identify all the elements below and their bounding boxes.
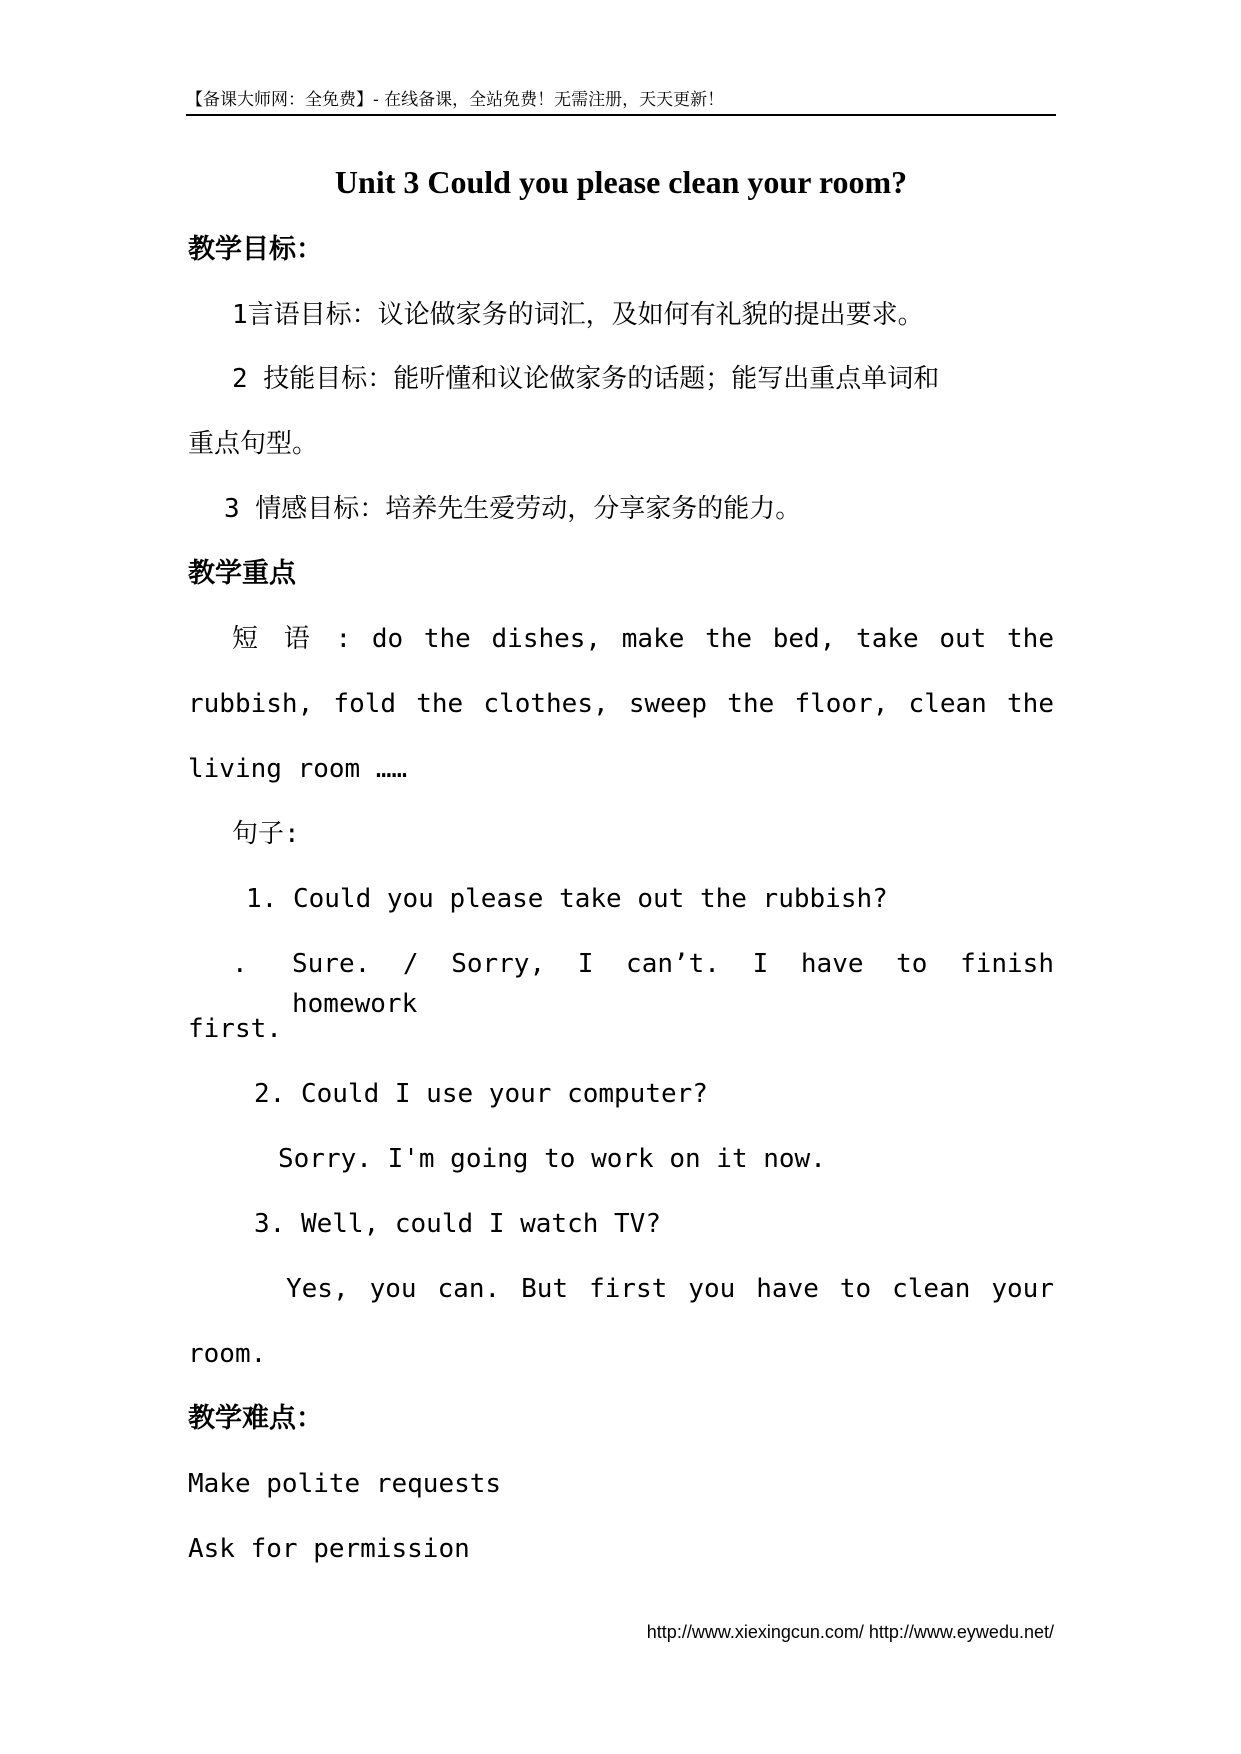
objectives-heading: 教学目标： <box>188 234 323 265</box>
sentence-2-answer: Sorry. I'm going to work on it now. <box>278 1144 826 1174</box>
sentence-1-answer-cont: first. <box>188 1014 282 1044</box>
objective-line-3: 重点句型。 <box>188 429 319 459</box>
sentence-3-question: 3. Well, could I watch TV? <box>254 1209 661 1239</box>
sentence-1-answer: Sure. / Sorry, I can’t. I have to finish homework <box>292 949 1054 1019</box>
sentence-3-answer-cont: room. <box>188 1339 267 1369</box>
page-footer: http://www.xiexingcun.com/ http://www.eywedu.net/ <box>646 1622 1054 1642</box>
sentence-1-question: 1. Could you please take out the rubbish? <box>246 884 888 914</box>
difficulties-heading: 教学难点： <box>188 1403 323 1434</box>
objective-line-2: 2 技能目标：能听懂和议论做家务的话题；能写出重点单词和 <box>232 364 940 394</box>
page-header: 【备课大师网：全免费】- 在线备课，全站免费！无需注册，天天更新！ <box>186 86 1056 116</box>
sentences-label: 句子: <box>232 819 300 849</box>
objective-line-4: 3 情感目标：培养先生爱劳动，分享家务的能力。 <box>224 494 802 524</box>
objective-line-1: 1言语目标：议论做家务的词汇，及如何有礼貌的提出要求。 <box>232 300 924 330</box>
difficulty-line-1: Make polite requests <box>188 1469 502 1499</box>
phrases-line-1: 短 语 : do the dishes, make the bed, take out the <box>232 624 1054 654</box>
sentence-3-answer: Yes, you can. But first you have to clean your <box>286 1274 1054 1304</box>
phrases-line-2: rubbish, fold the clothes, sweep the floor, clean the <box>188 689 1054 719</box>
key-points-heading: 教学重点 <box>188 558 296 589</box>
phrases-line-3: living room …… <box>188 754 408 784</box>
sentence-1-dot: . <box>232 949 248 979</box>
sentence-2-question: 2. Could I use your computer? <box>254 1079 708 1109</box>
page-title: Unit 3 Could you please clean your room? <box>334 164 908 200</box>
difficulty-line-2: Ask for permission <box>188 1534 470 1564</box>
